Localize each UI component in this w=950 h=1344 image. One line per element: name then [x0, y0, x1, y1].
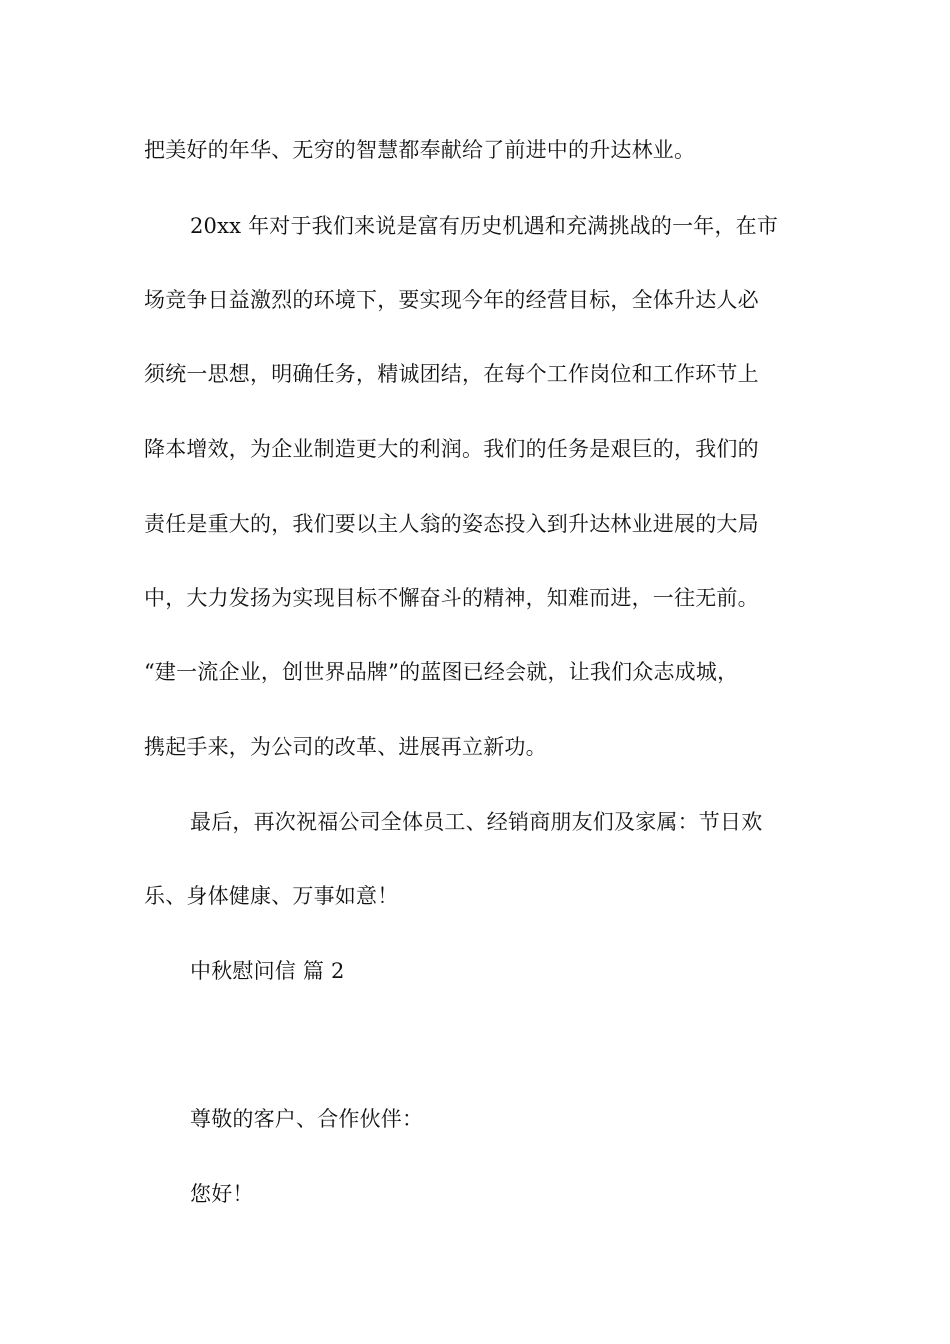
paragraph-line: “建一流企业，创世界品牌”的蓝图已经会就，让我们众志成城，: [144, 660, 739, 684]
paragraph-line: 降本增效，为企业制造更大的利润。我们的任务是艰巨的，我们的: [144, 437, 759, 461]
paragraph-line: 携起手来，为公司的改革、进展再立新功。: [144, 735, 547, 759]
paragraph-line: 乐、身体健康、万事如意！: [144, 884, 399, 908]
salutation-line: 尊敬的客户、合作伙伴：: [190, 1107, 424, 1131]
greeting-line: 您好！: [190, 1182, 254, 1206]
paragraph-line: 把美好的年华、无穷的智慧都奉献给了前进中的升达林业。: [144, 138, 696, 162]
paragraph-line: 场竞争日益激烈的环境下，要实现今年的经营目标，全体升达人必: [144, 288, 759, 312]
paragraph-line: 中，大力发扬为实现目标不懈奋斗的精神，知难而进，一往无前。: [144, 586, 759, 610]
paragraph-line: 责任是重大的，我们要以主人翁的姿态投入到升达林业进展的大局: [144, 512, 759, 536]
paragraph-line: 须统一思想，明确任务，精诚团结，在每个工作岗位和工作环节上: [144, 362, 759, 386]
paragraph-line: 最后，再次祝福公司全体员工、经销商朋友们及家属：节日欢: [190, 810, 763, 834]
section-heading: 中秋慰问信 篇 2: [190, 959, 345, 983]
paragraph-line: 20xx 年对于我们来说是富有历史机遇和充满挑战的一年，在市: [190, 214, 779, 238]
